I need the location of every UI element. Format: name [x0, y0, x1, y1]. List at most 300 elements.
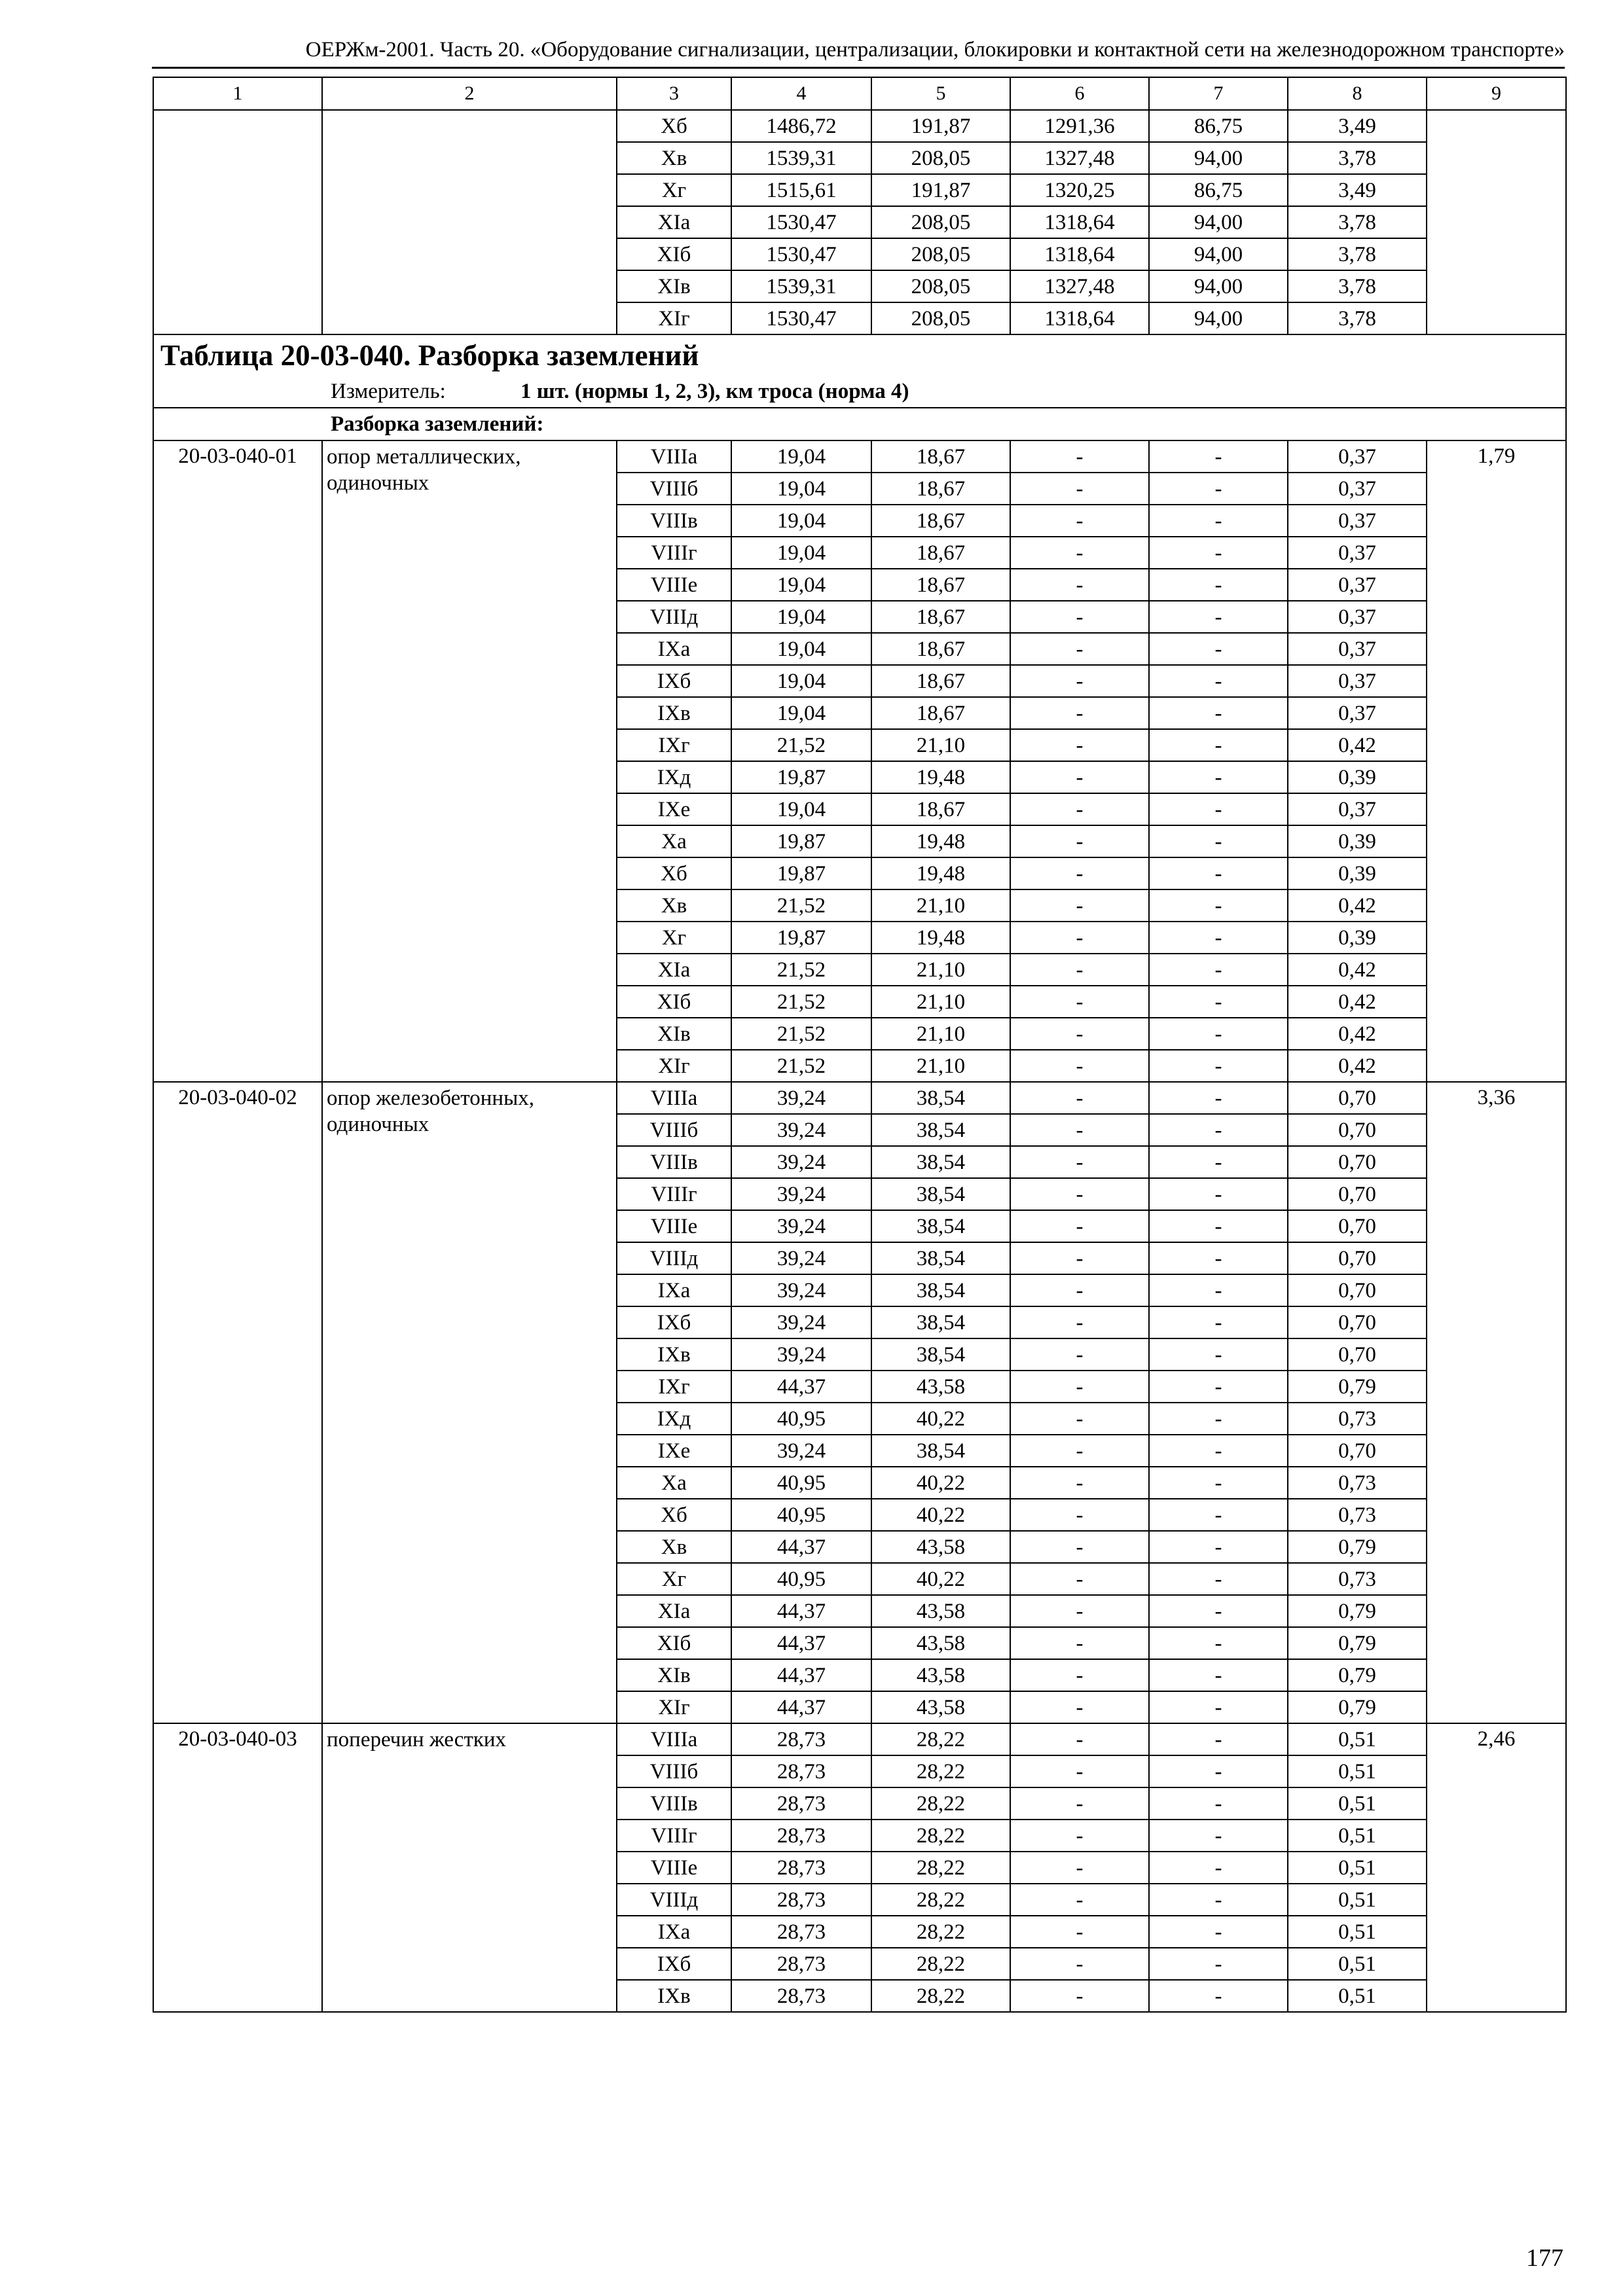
- data-cell: -: [1149, 857, 1288, 889]
- data-cell: VIIIб: [617, 1114, 731, 1146]
- data-cell: XIб: [617, 1627, 731, 1659]
- resource-cell-empty: [1427, 110, 1566, 334]
- data-cell: 19,04: [731, 665, 871, 697]
- data-cell: 28,73: [731, 1884, 871, 1916]
- data-cell: 19,04: [731, 601, 871, 633]
- data-cell: 21,10: [871, 1050, 1010, 1082]
- data-cell: 19,87: [731, 761, 871, 793]
- data-cell: 208,05: [871, 142, 1010, 174]
- data-cell: 3,78: [1288, 238, 1427, 270]
- data-cell: 1530,47: [731, 206, 871, 238]
- norms-table-body: [153, 77, 1566, 2012]
- data-cell: -: [1149, 729, 1288, 761]
- data-cell: 21,10: [871, 1018, 1010, 1050]
- data-cell: 0,51: [1288, 1723, 1427, 1755]
- data-cell: -: [1149, 505, 1288, 537]
- data-cell: 0,37: [1288, 793, 1427, 825]
- data-cell: 0,42: [1288, 986, 1427, 1018]
- data-cell: XIв: [617, 270, 731, 302]
- data-cell: 40,22: [871, 1563, 1010, 1595]
- data-cell: 0,42: [1288, 1050, 1427, 1082]
- data-cell: 0,37: [1288, 697, 1427, 729]
- data-cell: 0,51: [1288, 1916, 1427, 1948]
- data-cell: 38,54: [871, 1435, 1010, 1467]
- data-cell: 18,67: [871, 440, 1010, 473]
- data-cell: IXе: [617, 1435, 731, 1467]
- data-cell: -: [1010, 889, 1149, 922]
- data-cell: 21,52: [731, 1050, 871, 1082]
- data-cell: Xв: [617, 1531, 731, 1563]
- data-cell: -: [1010, 1371, 1149, 1403]
- data-cell: -: [1149, 1884, 1288, 1916]
- data-cell: -: [1149, 1980, 1288, 2012]
- data-cell: -: [1149, 1210, 1288, 1242]
- norm-resource: 2,46: [1427, 1723, 1566, 2012]
- data-cell: 28,73: [731, 1852, 871, 1884]
- data-cell: 0,39: [1288, 825, 1427, 857]
- data-cell: 0,70: [1288, 1178, 1427, 1210]
- data-cell: -: [1010, 1595, 1149, 1627]
- data-cell: -: [1149, 697, 1288, 729]
- data-cell: -: [1149, 633, 1288, 665]
- data-cell: 191,87: [871, 110, 1010, 142]
- data-cell: -: [1010, 986, 1149, 1018]
- data-cell: XIг: [617, 302, 731, 334]
- data-cell: 19,48: [871, 761, 1010, 793]
- data-cell: 0,42: [1288, 954, 1427, 986]
- data-cell: -: [1149, 825, 1288, 857]
- data-cell: 38,54: [871, 1114, 1010, 1146]
- data-cell: 19,04: [731, 473, 871, 505]
- data-cell: 28,22: [871, 1820, 1010, 1852]
- norm-code: 20-03-040-02: [153, 1082, 322, 1723]
- data-cell: 38,54: [871, 1146, 1010, 1178]
- data-cell: 0,51: [1288, 1820, 1427, 1852]
- data-cell: 18,67: [871, 505, 1010, 537]
- data-cell: -: [1010, 537, 1149, 569]
- data-cell: 86,75: [1149, 110, 1288, 142]
- data-cell: XIб: [617, 238, 731, 270]
- continuation-row: [153, 110, 1566, 142]
- data-cell: VIIIе: [617, 1852, 731, 1884]
- norm-row: [153, 1082, 1566, 1114]
- data-cell: 21,52: [731, 729, 871, 761]
- section-heading-row: [153, 408, 1566, 440]
- data-cell: IXа: [617, 1274, 731, 1306]
- data-cell: IXе: [617, 793, 731, 825]
- data-cell: VIIIа: [617, 1723, 731, 1755]
- data-cell: 39,24: [731, 1082, 871, 1114]
- data-cell: -: [1149, 1050, 1288, 1082]
- data-cell: -: [1149, 1274, 1288, 1306]
- data-cell: -: [1010, 1274, 1149, 1306]
- data-cell: -: [1010, 1948, 1149, 1980]
- data-cell: 19,04: [731, 793, 871, 825]
- data-cell: -: [1010, 1146, 1149, 1178]
- data-cell: -: [1149, 1306, 1288, 1338]
- data-cell: 40,22: [871, 1403, 1010, 1435]
- data-cell: IXа: [617, 1916, 731, 1948]
- table-title: Таблица 20-03-040. Разборка заземлений: [153, 334, 1566, 375]
- data-cell: Xв: [617, 889, 731, 922]
- data-cell: 3,49: [1288, 174, 1427, 206]
- data-cell: 40,95: [731, 1499, 871, 1531]
- name-cell-empty: [322, 110, 617, 334]
- data-cell: 28,22: [871, 1723, 1010, 1755]
- data-cell: Xа: [617, 1467, 731, 1499]
- data-cell: -: [1149, 1916, 1288, 1948]
- data-cell: 94,00: [1149, 142, 1288, 174]
- data-cell: -: [1149, 1018, 1288, 1050]
- data-cell: -: [1010, 633, 1149, 665]
- norm-resource: 1,79: [1427, 440, 1566, 1082]
- data-cell: VIIIа: [617, 1082, 731, 1114]
- data-cell: IXв: [617, 697, 731, 729]
- data-cell: Xг: [617, 1563, 731, 1595]
- norm-code: 20-03-040-03: [153, 1723, 322, 2012]
- data-cell: IXг: [617, 1371, 731, 1403]
- data-cell: 208,05: [871, 206, 1010, 238]
- data-cell: -: [1149, 537, 1288, 569]
- data-cell: -: [1149, 601, 1288, 633]
- data-cell: 40,95: [731, 1467, 871, 1499]
- norm-row: [153, 1723, 1566, 1755]
- data-cell: VIIIб: [617, 473, 731, 505]
- data-cell: -: [1149, 1435, 1288, 1467]
- data-cell: -: [1149, 473, 1288, 505]
- data-cell: 21,10: [871, 986, 1010, 1018]
- data-cell: -: [1149, 1787, 1288, 1820]
- data-cell: 0,37: [1288, 665, 1427, 697]
- data-cell: 38,54: [871, 1082, 1010, 1114]
- data-cell: VIIIв: [617, 1787, 731, 1820]
- data-cell: -: [1010, 1980, 1149, 2012]
- data-cell: -: [1010, 954, 1149, 986]
- data-cell: 39,24: [731, 1146, 871, 1178]
- data-cell: -: [1010, 1755, 1149, 1787]
- data-cell: -: [1010, 1050, 1149, 1082]
- data-cell: 3,78: [1288, 206, 1427, 238]
- data-cell: -: [1149, 1338, 1288, 1371]
- data-cell: -: [1010, 1691, 1149, 1723]
- data-cell: -: [1149, 1146, 1288, 1178]
- data-cell: 44,37: [731, 1371, 871, 1403]
- data-cell: -: [1010, 1338, 1149, 1371]
- data-cell: 39,24: [731, 1338, 871, 1371]
- data-cell: 0,70: [1288, 1114, 1427, 1146]
- data-cell: 28,22: [871, 1916, 1010, 1948]
- data-cell: VIIIв: [617, 505, 731, 537]
- data-cell: -: [1010, 1467, 1149, 1499]
- data-cell: 1318,64: [1010, 206, 1149, 238]
- data-cell: 1327,48: [1010, 142, 1149, 174]
- data-cell: 21,52: [731, 954, 871, 986]
- norm-code: 20-03-040-01: [153, 440, 322, 1082]
- data-cell: 21,52: [731, 889, 871, 922]
- data-cell: 19,04: [731, 440, 871, 473]
- data-cell: -: [1149, 1595, 1288, 1627]
- data-cell: -: [1010, 1306, 1149, 1338]
- data-cell: XIб: [617, 986, 731, 1018]
- data-cell: 0,79: [1288, 1659, 1427, 1691]
- data-cell: 28,22: [871, 1948, 1010, 1980]
- norm-resource: 3,36: [1427, 1082, 1566, 1723]
- data-cell: 40,22: [871, 1499, 1010, 1531]
- column-number-cell: 2: [322, 77, 617, 110]
- data-cell: -: [1010, 922, 1149, 954]
- unit-row: [153, 375, 1566, 408]
- data-cell: -: [1149, 1563, 1288, 1595]
- data-cell: 0,42: [1288, 889, 1427, 922]
- data-cell: 0,70: [1288, 1146, 1427, 1178]
- data-cell: 43,58: [871, 1691, 1010, 1723]
- data-cell: 94,00: [1149, 206, 1288, 238]
- data-cell: VIIIд: [617, 1884, 731, 1916]
- data-cell: -: [1010, 825, 1149, 857]
- data-cell: 28,22: [871, 1852, 1010, 1884]
- data-cell: 38,54: [871, 1306, 1010, 1338]
- data-cell: 19,04: [731, 697, 871, 729]
- data-cell: 0,79: [1288, 1691, 1427, 1723]
- data-cell: 0,51: [1288, 1980, 1427, 2012]
- data-cell: IXа: [617, 633, 731, 665]
- data-cell: 1530,47: [731, 302, 871, 334]
- unit-cell: [153, 375, 1566, 408]
- data-cell: 0,37: [1288, 569, 1427, 601]
- data-cell: -: [1149, 1242, 1288, 1274]
- data-cell: 1486,72: [731, 110, 871, 142]
- data-cell: -: [1149, 1082, 1288, 1114]
- data-cell: 44,37: [731, 1659, 871, 1691]
- data-cell: VIIIг: [617, 1178, 731, 1210]
- data-cell: -: [1149, 1178, 1288, 1210]
- data-cell: 0,70: [1288, 1306, 1427, 1338]
- data-cell: IXб: [617, 1948, 731, 1980]
- data-cell: 28,73: [731, 1787, 871, 1820]
- data-cell: -: [1010, 1884, 1149, 1916]
- data-cell: 28,22: [871, 1884, 1010, 1916]
- data-cell: -: [1149, 1114, 1288, 1146]
- data-cell: -: [1149, 1371, 1288, 1403]
- data-cell: -: [1010, 473, 1149, 505]
- data-cell: -: [1149, 1467, 1288, 1499]
- data-cell: 3,78: [1288, 142, 1427, 174]
- data-cell: -: [1149, 954, 1288, 986]
- data-cell: IXб: [617, 1306, 731, 1338]
- column-number-cell: 7: [1149, 77, 1288, 110]
- data-cell: 1291,36: [1010, 110, 1149, 142]
- data-cell: 0,37: [1288, 505, 1427, 537]
- data-cell: 208,05: [871, 238, 1010, 270]
- data-cell: 43,58: [871, 1659, 1010, 1691]
- data-cell: IXг: [617, 729, 731, 761]
- data-cell: 0,73: [1288, 1403, 1427, 1435]
- data-cell: 40,95: [731, 1403, 871, 1435]
- data-cell: -: [1149, 922, 1288, 954]
- data-cell: 0,39: [1288, 857, 1427, 889]
- page-number: 177: [1526, 2244, 1563, 2272]
- data-cell: 19,48: [871, 857, 1010, 889]
- data-cell: 18,67: [871, 793, 1010, 825]
- data-cell: -: [1010, 1499, 1149, 1531]
- data-cell: 19,87: [731, 857, 871, 889]
- table-title-row: [153, 334, 1566, 375]
- data-cell: 0,51: [1288, 1787, 1427, 1820]
- data-cell: -: [1010, 761, 1149, 793]
- page-header: ОЕРЖм-2001. Часть 20. «Оборудование сигнализации, централизации, блокировки и контактной сети на железнодорожном транспорте»: [305, 38, 1565, 62]
- data-cell: 28,73: [731, 1916, 871, 1948]
- data-cell: 38,54: [871, 1178, 1010, 1210]
- data-cell: 18,67: [871, 665, 1010, 697]
- data-cell: 21,10: [871, 889, 1010, 922]
- column-number-cell: 6: [1010, 77, 1149, 110]
- data-cell: Xа: [617, 825, 731, 857]
- data-cell: XIа: [617, 206, 731, 238]
- data-cell: 28,73: [731, 1948, 871, 1980]
- data-cell: VIIIе: [617, 1210, 731, 1242]
- data-cell: -: [1149, 1948, 1288, 1980]
- data-cell: VIIIд: [617, 601, 731, 633]
- data-cell: 19,04: [731, 505, 871, 537]
- column-number-cell: 1: [153, 77, 322, 110]
- unit-label: Измеритель:: [331, 379, 446, 403]
- data-cell: 0,37: [1288, 537, 1427, 569]
- data-cell: 0,42: [1288, 1018, 1427, 1050]
- data-cell: 40,22: [871, 1467, 1010, 1499]
- data-cell: -: [1010, 1627, 1149, 1659]
- data-cell: -: [1010, 1787, 1149, 1820]
- data-cell: 18,67: [871, 697, 1010, 729]
- data-cell: VIIIе: [617, 569, 731, 601]
- data-cell: 3,78: [1288, 302, 1427, 334]
- data-cell: -: [1149, 1627, 1288, 1659]
- data-cell: 1539,31: [731, 142, 871, 174]
- data-cell: 43,58: [871, 1531, 1010, 1563]
- data-cell: 0,37: [1288, 473, 1427, 505]
- data-cell: -: [1149, 1531, 1288, 1563]
- norms-table: [153, 77, 1567, 2013]
- column-number-cell: 8: [1288, 77, 1427, 110]
- data-cell: 0,70: [1288, 1435, 1427, 1467]
- data-cell: 38,54: [871, 1338, 1010, 1371]
- data-cell: 44,37: [731, 1595, 871, 1627]
- data-cell: 0,51: [1288, 1948, 1427, 1980]
- data-cell: -: [1010, 1403, 1149, 1435]
- data-cell: 86,75: [1149, 174, 1288, 206]
- data-cell: 1327,48: [1010, 270, 1149, 302]
- data-cell: 0,39: [1288, 761, 1427, 793]
- data-cell: 39,24: [731, 1178, 871, 1210]
- data-cell: 1318,64: [1010, 302, 1149, 334]
- data-cell: -: [1149, 1403, 1288, 1435]
- data-cell: XIв: [617, 1659, 731, 1691]
- data-cell: -: [1010, 1114, 1149, 1146]
- data-cell: 21,52: [731, 986, 871, 1018]
- data-cell: XIг: [617, 1691, 731, 1723]
- unit-value: 1 шт. (нормы 1, 2, 3), км троса (норма 4): [520, 379, 909, 403]
- data-cell: Xб: [617, 1499, 731, 1531]
- data-cell: 28,73: [731, 1723, 871, 1755]
- data-cell: 0,70: [1288, 1338, 1427, 1371]
- data-cell: 28,73: [731, 1820, 871, 1852]
- data-cell: 19,04: [731, 569, 871, 601]
- data-cell: 28,22: [871, 1980, 1010, 2012]
- data-cell: IXд: [617, 1403, 731, 1435]
- data-cell: IXб: [617, 665, 731, 697]
- data-cell: 1320,25: [1010, 174, 1149, 206]
- data-cell: -: [1149, 440, 1288, 473]
- data-cell: 38,54: [871, 1210, 1010, 1242]
- data-cell: 3,78: [1288, 270, 1427, 302]
- data-cell: 39,24: [731, 1210, 871, 1242]
- data-cell: 18,67: [871, 569, 1010, 601]
- section-heading: Разборка заземлений:: [153, 408, 1566, 440]
- data-cell: IXд: [617, 761, 731, 793]
- data-cell: -: [1010, 1852, 1149, 1884]
- data-cell: 19,48: [871, 922, 1010, 954]
- data-cell: -: [1010, 1242, 1149, 1274]
- data-cell: 0,79: [1288, 1371, 1427, 1403]
- data-cell: VIIIг: [617, 537, 731, 569]
- data-cell: 0,42: [1288, 729, 1427, 761]
- data-cell: 44,37: [731, 1627, 871, 1659]
- data-cell: -: [1010, 440, 1149, 473]
- data-cell: -: [1010, 1916, 1149, 1948]
- data-cell: -: [1149, 569, 1288, 601]
- data-cell: -: [1149, 986, 1288, 1018]
- data-cell: 94,00: [1149, 302, 1288, 334]
- data-cell: -: [1149, 1723, 1288, 1755]
- data-cell: 19,04: [731, 633, 871, 665]
- data-cell: 0,51: [1288, 1884, 1427, 1916]
- data-cell: 43,58: [871, 1371, 1010, 1403]
- data-cell: -: [1010, 793, 1149, 825]
- data-cell: XIв: [617, 1018, 731, 1050]
- data-cell: 39,24: [731, 1435, 871, 1467]
- data-cell: -: [1149, 1852, 1288, 1884]
- data-cell: IXв: [617, 1338, 731, 1371]
- data-cell: 0,73: [1288, 1467, 1427, 1499]
- data-cell: -: [1149, 1755, 1288, 1787]
- data-cell: 28,22: [871, 1755, 1010, 1787]
- data-cell: -: [1010, 1082, 1149, 1114]
- data-cell: -: [1010, 1563, 1149, 1595]
- column-number-cell: 4: [731, 77, 871, 110]
- data-cell: 0,37: [1288, 440, 1427, 473]
- data-cell: 0,70: [1288, 1210, 1427, 1242]
- data-cell: -: [1149, 1659, 1288, 1691]
- data-cell: 21,52: [731, 1018, 871, 1050]
- data-cell: 21,10: [871, 954, 1010, 986]
- data-cell: 0,37: [1288, 633, 1427, 665]
- data-cell: 3,49: [1288, 110, 1427, 142]
- data-cell: -: [1010, 1531, 1149, 1563]
- data-cell: -: [1149, 1499, 1288, 1531]
- data-cell: 39,24: [731, 1114, 871, 1146]
- data-cell: -: [1010, 601, 1149, 633]
- data-cell: 0,70: [1288, 1242, 1427, 1274]
- data-cell: 39,24: [731, 1274, 871, 1306]
- data-cell: 0,70: [1288, 1274, 1427, 1306]
- data-cell: 0,73: [1288, 1499, 1427, 1531]
- data-cell: Xв: [617, 142, 731, 174]
- data-cell: 208,05: [871, 302, 1010, 334]
- data-cell: 19,48: [871, 825, 1010, 857]
- data-cell: 28,22: [871, 1787, 1010, 1820]
- data-cell: 0,37: [1288, 601, 1427, 633]
- data-cell: Xг: [617, 922, 731, 954]
- data-cell: -: [1010, 1435, 1149, 1467]
